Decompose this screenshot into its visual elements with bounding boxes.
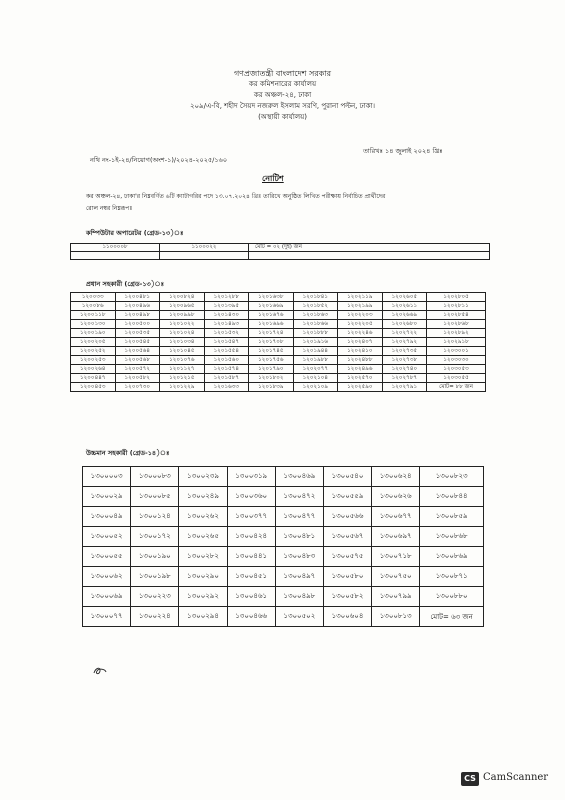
table-cell: ১৩০০৪৮১ [275, 527, 323, 547]
table-cell: ১২০০৫৬৪ [115, 347, 160, 356]
table-cell: ১২০২৪০৭ [338, 338, 383, 347]
table-cell: ১২০১০৩৪ [160, 338, 205, 347]
table-row [71, 244, 490, 252]
table-cell: ১২০২০৭৭ [293, 365, 338, 374]
table-cell: ১২০০১১৮ [71, 311, 116, 320]
table-cell: ১২০১১২৭ [160, 365, 205, 374]
table-row [71, 293, 486, 302]
table-cell: ১৩০০৬৭৭ [372, 507, 420, 527]
table-cell: ১৩০০০৪৯ [83, 507, 131, 527]
table-row [71, 329, 486, 338]
notice-body-line2: রোল নম্বর নিম্নরূপঃ [86, 205, 133, 212]
table-cell: মোট= ৮৮ জন [427, 383, 486, 392]
table-cell: ১২০২১১৯ [338, 293, 383, 302]
table-cell: ১৩০০৩৭৭ [227, 507, 275, 527]
table-cell: ১৩০০২৯০ [179, 567, 227, 587]
table-cell: ১৩০০৮২৩ [420, 467, 484, 487]
table-cell: ১২০১৭৯০ [249, 365, 294, 374]
table-cell: ১২০০৯৯৮ [160, 311, 205, 320]
table-cell: ১৩০০৪৫১ [227, 567, 275, 587]
table-cell: ১২০২৫৭০ [338, 374, 383, 383]
table-cell: ১২০০৫৬৮ [115, 356, 160, 365]
table-cell: ১৩০০৩৬০ [227, 487, 275, 507]
table-cell: ১৩০০৮৫৯ [420, 507, 484, 527]
table-row [83, 487, 484, 507]
table-cell: ১২০১৭০৮ [249, 338, 294, 347]
table-cell: ১২০০৭৩০ [115, 383, 160, 392]
table-cell: ১৩০০২৬২ [179, 507, 227, 527]
table-cell: ১২০১২১৫ [160, 374, 205, 383]
table-cell: ১২০১৫৮৭ [204, 374, 249, 383]
table-row [71, 338, 486, 347]
table-cell: ১৩০০২৯৪ [179, 607, 227, 627]
table-cell: ১৩০০০৭৭ [83, 607, 131, 627]
table-cell: ১২০০১৯০ [71, 329, 116, 338]
table-cell: ১৩০০৫৮০ [323, 567, 371, 587]
table-cell: ১২০০২৫৩ [71, 356, 116, 365]
camscanner-logo-icon: CS [461, 772, 479, 786]
camscanner-brand: CamScanner [483, 772, 549, 783]
table-cell: ১২০২৬৬৯ [382, 311, 427, 320]
table-cell: ১৩০০০৬৯ [83, 587, 131, 607]
table-cell: ১৩০০০০৩ [83, 467, 131, 487]
table-row [71, 365, 486, 374]
table-cell: ১৩০০২২৩ [131, 587, 179, 607]
table-cell: ১২০০৫০০ [115, 320, 160, 329]
table-cell: ১৩০০৮৪৪ [420, 487, 484, 507]
table-cell: ১৩০০৮১৩ [372, 607, 420, 627]
table-cell: ১৩০০৪৬৯ [275, 467, 323, 487]
table-cell: ১২০১৮৬৩ [293, 311, 338, 320]
table-cell: ১২০১৮০২ [249, 374, 294, 383]
table-cell: ১৩০০৪৬৬ [227, 607, 275, 627]
table-cell: ১২০২২৪৬ [338, 329, 383, 338]
table-cell: ১২০১৯১৬ [293, 338, 338, 347]
table-cell: ১৩০০৪৯৭ [275, 567, 323, 587]
table-cell: ১৩০০১৯০ [131, 547, 179, 567]
table-cell: ১১০০০২২ [160, 244, 249, 252]
table-cell: ১৩০০০৬২ [83, 567, 131, 587]
table-cell: ১৩০০৪৪১ [227, 547, 275, 567]
table-row [71, 383, 486, 392]
table-cell: ১২০২৭৩৮ [382, 356, 427, 365]
table-row [71, 374, 486, 383]
table-cell: ১২০২১০৪ [293, 374, 338, 383]
office-name: কর কমিশনারের কার্যালয় [248, 80, 317, 88]
table-cell: ১২০১৬৩৮ [249, 293, 294, 302]
table-cell: ১২০২৫৯০ [338, 383, 383, 392]
memo-date: তারিখঃ ১৪ জুলাই ২০২৪ খ্রিঃ [363, 147, 443, 155]
table-cell: ১৩০০৭৯৯ [372, 587, 420, 607]
table-cell: ১২০০৫৩৫ [115, 329, 160, 338]
table-cell: ১২০০৪৯৬ [115, 302, 160, 311]
table-cell: ১২০১৫৩২ [204, 329, 249, 338]
table-row [83, 567, 484, 587]
table-cell: ১৩০০৮৬৯ [420, 547, 484, 567]
memo-reference: নথি নং-১ই-২৪/নিয়োগ(অংশ-১)/২০২৪-২০২৫/১৬০ [90, 156, 228, 164]
table-cell: ১২০২৭৩৫ [382, 347, 427, 356]
table-cell: ১২০২৭৪০ [382, 365, 427, 374]
section-upper-division-assistant-label: উচ্চমান সহকারী (গ্রেড-১৪)ঃ [86, 449, 170, 457]
table-cell: ১২০১০২২ [160, 320, 205, 329]
table-cell: ১৩০০৪৭৭ [275, 507, 323, 527]
table-cell: ১২০০৪৫৩ [71, 383, 116, 392]
table-cell: ১২০১৯৮৮ [293, 356, 338, 365]
table-cell: ১২০০২৬৪ [71, 365, 116, 374]
table-cell: ১৩০০৮৮০ [420, 587, 484, 607]
table-cell: ১২০০১৩০ [71, 320, 116, 329]
table-cell: ১৩০০২২৪ [131, 607, 179, 627]
table-cell: ১২০১০৭৬ [160, 356, 205, 365]
office-address: ২০৯/এ-বি, শহীদ সৈয়দ নজরুল ইসলাম সরণি, পুরানা পল্টন, ঢাকা। [189, 102, 376, 110]
table-cell: ১২০২৮১১ [427, 302, 486, 311]
table-cell: ১৩০০২৩৯ [179, 467, 227, 487]
table-cell: ১২০১৬৬৯ [249, 302, 294, 311]
table-cell: ১২০২৪১০ [338, 347, 383, 356]
table-cell [160, 252, 249, 260]
table-cell: ১২০১৭৪৫ [249, 347, 294, 356]
notice-body-line1: কর অঞ্চল-২৪, ঢাকা'র নিম্নবর্ণিত ৬টি ক্যাটাগরির পদে ১৩.০৭.২০২৪ খ্রিঃ তারিখে অনুষ্ঠিত লিখিত পরীক্ষায় নির্বাচিত প্রার্থীদের [86, 193, 386, 200]
table-cell: ১২০২৬৮০ [382, 320, 427, 329]
table-cell: ১২০৩০০১ [427, 347, 486, 356]
table-cell [71, 252, 160, 260]
table-cell: ১৩০০৪৬১ [227, 587, 275, 607]
notice-title: নোটিশ [262, 174, 284, 183]
table-cell: ১৩০০৫৪০ [323, 467, 371, 487]
signature-mark [92, 665, 108, 677]
table-cell: মোট= ৬৩ জন [420, 607, 484, 627]
table-cell: ১৩০০০২৯ [83, 487, 131, 507]
table-cell: ১৩০০১৯৮ [131, 567, 179, 587]
table-cell: ১৩০০১৭২ [131, 527, 179, 547]
table-cell: ১২০৩০৫৩ [427, 365, 486, 374]
table-row [83, 547, 484, 567]
table-cell: ১৩০০১২৪ [131, 507, 179, 527]
table-row [83, 527, 484, 547]
table-cell: ১২০৩০৩০ [427, 356, 486, 365]
table-cell: ১২০০৪৮১ [115, 293, 160, 302]
head-assistant-table [70, 292, 486, 392]
table-cell: ১২০১৫৪৭ [204, 338, 249, 347]
table-cell: ১২০২২০৫ [338, 320, 383, 329]
table-cell: ১৩০০২৮২ [179, 547, 227, 567]
table-cell: ১৩০০৫৭৫ [323, 547, 371, 567]
table-cell: ১৩০০০৫২ [83, 527, 131, 547]
table-cell: ১২০২১০৯ [293, 383, 338, 392]
zone-name: কর অঞ্চল-২৪, ঢাকা [253, 91, 312, 99]
table-cell: ১২০২৮৫৪ [427, 311, 486, 320]
table-cell: ১৩০০৪৯৮ [275, 587, 323, 607]
table-cell: ১৩০০৫৬৬ [323, 507, 371, 527]
table-row [83, 507, 484, 527]
table-cell: ১২০২৬১১ [382, 302, 427, 311]
table-cell: ১২০২৮৬৮ [427, 320, 486, 329]
table-cell: ১৩০০৫০২ [275, 607, 323, 627]
table-cell: ১৩০০৮৭১ [420, 567, 484, 587]
table-cell: ১৩০০২৬৫ [179, 527, 227, 547]
table-row [71, 320, 486, 329]
computer-operator-table [70, 243, 490, 260]
table-row [83, 607, 484, 627]
table-cell: ১২০১৫৬০ [204, 356, 249, 365]
table-cell: ১২০২২০৩ [338, 311, 383, 320]
table-cell: ১২০১৮৩৯ [249, 383, 294, 392]
table-row [83, 467, 484, 487]
table-row [83, 587, 484, 607]
table-cell: ১২০০৫৭২ [115, 365, 160, 374]
table-cell: ১৩০০৪৮৩ [275, 547, 323, 567]
table-cell: ১২০১৭৫৬ [249, 356, 294, 365]
table-cell: ১২০২৮০৫ [427, 293, 486, 302]
table-cell: ১৩০০০৮৩ [131, 467, 179, 487]
table-cell: ১২০০৯৬৫ [160, 302, 205, 311]
table-cell: ১২০২৬০৫ [382, 293, 427, 302]
table-cell: ১২০১৫৭৪ [204, 365, 249, 374]
table-cell: ১৩০০৫৬৭ [323, 527, 371, 547]
table-cell: ১২০১৮৮৮ [293, 329, 338, 338]
table-cell: ১২০২৯১৮ [427, 338, 486, 347]
table-cell: ১৩০০৪২৪ [227, 527, 275, 547]
table-cell: ১৩০০৭১৮ [372, 547, 420, 567]
table-cell [249, 252, 490, 260]
table-cell: ১২০১৭২৪ [249, 329, 294, 338]
table-row [71, 356, 486, 365]
table-cell: ১২০২১৯৯ [338, 302, 383, 311]
table-cell: ১২০১০৪৫ [160, 347, 205, 356]
table-cell: ১২০১৮৪১ [293, 293, 338, 302]
table-cell: ১২০০২০৫ [71, 338, 116, 347]
table-cell: ১২০১৪৩০ [204, 311, 249, 320]
government-name: গণপ্রজাতন্ত্রী বাংলাদেশ সরকার [233, 69, 332, 78]
table-cell: ১২০০৫৪৫ [115, 338, 160, 347]
table-cell: ১২০১৯৪৪ [293, 347, 338, 356]
table-cell: ১২০৩০৫৫ [427, 374, 486, 383]
section-head-assistant-label: প্রধান সহকারী (গ্রেড-১৩)ঃ [86, 280, 165, 288]
table-cell: ১২০১৩৯৫ [204, 302, 249, 311]
table-cell: ১২০২৭৮৭ [382, 374, 427, 383]
table-cell: ১২০১৪৯৩ [204, 320, 249, 329]
table-cell: ১২০১৮৫২ [293, 302, 338, 311]
table-cell: ১২০২৭২২ [382, 329, 427, 338]
table-cell: ১২০০৮২৪ [160, 293, 205, 302]
table-cell: ১২০১৬৩৩ [204, 383, 249, 392]
table-cell: ১২০১৬৯৬ [249, 320, 294, 329]
table-cell: ১৩০০৬০৪ [323, 607, 371, 627]
table-cell: ১২০১৮৬৬ [293, 320, 338, 329]
total-cell: মোট = ০২ (দুই) জন [249, 244, 490, 252]
table-cell: ১২০২৪৯৬ [338, 365, 383, 374]
table-row [71, 347, 486, 356]
table-cell: ১২০১৫৫৪ [204, 347, 249, 356]
table-cell: ১২০২৮৯২ [427, 329, 486, 338]
table-cell: ১২০১২২৯ [160, 383, 205, 392]
table-cell: ১২০০৪৯৮ [115, 311, 160, 320]
table-cell: ১৩০০৪৭২ [275, 487, 323, 507]
table-cell: ১২০০৩৩ [71, 293, 116, 302]
table-cell: ১৩০০০৫৫ [83, 547, 131, 567]
table-cell: ১২০০২৫২ [71, 347, 116, 356]
table-cell: ১২০০৮৬ [71, 302, 116, 311]
table-cell: ১২০২৪৮৮ [338, 356, 383, 365]
table-cell: ১৩০০৬২৪ [372, 467, 420, 487]
table-cell: ১৩০০৭৫০ [372, 567, 420, 587]
table-cell: ১৩০০৮৬৮ [420, 527, 484, 547]
table-cell: ১২০২৭৯২ [382, 338, 427, 347]
table-cell: ১২০২৭৯১ [382, 383, 427, 392]
table-row [71, 302, 486, 311]
table-cell: ১৩০০২৪৯ [179, 487, 227, 507]
table-cell: ১৩০০৩১৯ [227, 467, 275, 487]
table-row [71, 252, 490, 260]
table-cell: ১৩০০০৮৫ [131, 487, 179, 507]
table-cell: ১১০০০০৮ [71, 244, 160, 252]
table-cell: ১২০০৪৪৭ [71, 374, 116, 383]
table-cell: ১৩০০৫৮২ [323, 587, 371, 607]
table-cell: ১২০১২৮৮ [204, 293, 249, 302]
table-cell: ১২০১৬৭৬ [249, 311, 294, 320]
table-cell: ১৩০০৫৫৯ [323, 487, 371, 507]
section-computer-operator-label: কম্পিউটার অপারেটর (গ্রেড-১৩)ঃ [86, 229, 184, 237]
letterhead [60, 68, 505, 123]
table-cell: ১৩০০২৯২ [179, 587, 227, 607]
table-row [71, 311, 486, 320]
table-cell: ১২০০৫৮২ [115, 374, 160, 383]
temporary-office-note: (অস্থায়ী কার্যালয়) [258, 113, 307, 121]
upper-division-assistant-table [82, 466, 484, 627]
table-cell: ১৩০০৬২৬ [372, 487, 420, 507]
table-cell: ১২০১০২৪ [160, 329, 205, 338]
table-cell: ১৩০০৬৯৭ [372, 527, 420, 547]
